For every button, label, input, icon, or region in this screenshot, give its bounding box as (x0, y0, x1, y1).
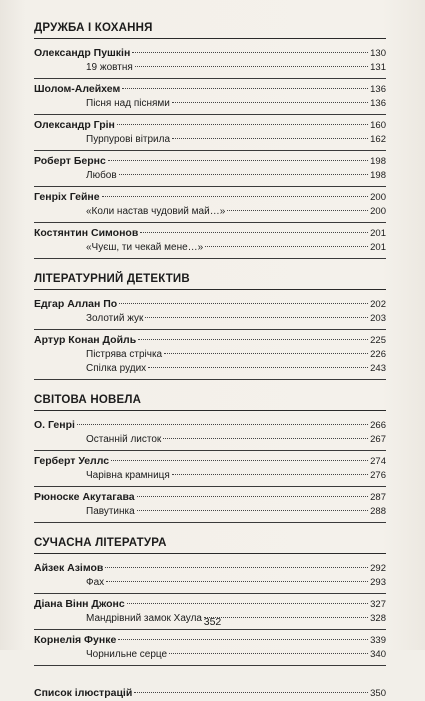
work-row (34, 576, 386, 590)
author-row (34, 418, 386, 433)
author-row (34, 297, 386, 312)
work-row-label: Мандрівний замок Хаула (86, 613, 202, 624)
author-row-label: Олександр Грін (34, 119, 115, 131)
section-title: СУЧАСНА ЛІТЕРАТУРА (34, 537, 386, 554)
work-row-page: 203 (370, 313, 386, 324)
dot-leader (163, 438, 368, 439)
work-row-label: Останній листок (86, 434, 162, 445)
dot-leader (169, 653, 368, 654)
author-row (34, 597, 386, 612)
dot-leader (134, 692, 368, 693)
dot-leader (122, 88, 368, 89)
work-row-page: 340 (370, 649, 386, 660)
dot-leader (205, 246, 368, 247)
work-row-page: 293 (370, 577, 386, 588)
work-row-label: Фах (86, 577, 105, 588)
author-entry (34, 630, 386, 666)
work-row (34, 648, 386, 662)
work-row-label: «Чуєш, ти чекай мене…» (86, 242, 204, 253)
work-row-page: 288 (370, 506, 386, 517)
section-title: СВІТОВА НОВЕЛА (34, 394, 386, 411)
author-entry (34, 223, 386, 259)
work-row-page: 198 (370, 170, 386, 181)
work-row-label: 19 жовтня (86, 62, 133, 73)
dot-leader (164, 353, 368, 354)
author-row (34, 561, 386, 576)
dot-leader (137, 496, 369, 497)
dot-leader (117, 124, 368, 125)
author-row-label: Едгар Аллан По (34, 298, 118, 310)
dot-leader (140, 232, 368, 233)
work-row (34, 97, 386, 111)
toc-section (34, 273, 386, 380)
author-row-page: 136 (370, 84, 386, 95)
work-row (34, 433, 386, 447)
author-row-page: 160 (370, 120, 386, 131)
work-row (34, 348, 386, 362)
author-row-label: Діана Вінн Джонс (34, 598, 125, 610)
author-row-page: 198 (370, 156, 386, 167)
author-entry (34, 558, 386, 594)
author-entry (34, 151, 386, 187)
toc-section (34, 22, 386, 259)
work-row-page: 226 (370, 349, 386, 360)
author-row-page: 201 (370, 228, 386, 239)
author-entry (34, 330, 386, 380)
work-row-label: Любов (86, 170, 117, 181)
dot-leader (108, 160, 368, 161)
author-entry (34, 415, 386, 451)
work-row-label: Пісня над піснями (86, 98, 170, 109)
dot-leader (227, 210, 368, 211)
dot-leader (127, 603, 368, 604)
dot-leader (106, 581, 368, 582)
author-entry (34, 79, 386, 115)
author-entry (34, 487, 386, 523)
work-row-label: Пурпурові вітрила (86, 134, 171, 145)
author-row (34, 82, 386, 97)
work-row-label: Спілка рудих (86, 363, 147, 374)
author-row-label: Генріх Гейне (34, 191, 100, 203)
dot-leader (105, 567, 368, 568)
author-row-label: Герберт Уеллс (34, 455, 110, 467)
author-row-label: Олександр Пушкін (34, 47, 131, 59)
section-title: ЛІТЕРАТУРНИЙ ДЕТЕКТИВ (34, 273, 386, 290)
author-row-page: 130 (370, 48, 386, 59)
author-entry (34, 43, 386, 79)
toc-section (34, 394, 386, 523)
work-row-page: 243 (370, 363, 386, 374)
author-row-label: Рюноске Акутагава (34, 491, 135, 503)
author-row-page: 225 (370, 335, 386, 346)
author-row (34, 46, 386, 61)
work-row (34, 133, 386, 147)
work-row (34, 469, 386, 483)
work-row-page: 276 (370, 470, 386, 481)
work-row-label: Чарівна крамниця (86, 470, 170, 481)
dot-leader (102, 196, 369, 197)
work-row-label: Чорнильне серце (86, 649, 168, 660)
work-row (34, 312, 386, 326)
author-row (34, 454, 386, 469)
dot-leader (172, 138, 368, 139)
author-row-label: Айзек Азімов (34, 562, 104, 574)
dot-leader (111, 460, 368, 461)
author-row (34, 118, 386, 133)
toc-section (34, 537, 386, 666)
work-row-page: 201 (370, 242, 386, 253)
work-row-page: 136 (370, 98, 386, 109)
author-row-page: 266 (370, 420, 386, 431)
work-row-label: Золотий жук (86, 313, 144, 324)
work-row-page: 200 (370, 206, 386, 217)
work-row-page: 162 (370, 134, 386, 145)
author-row (34, 490, 386, 505)
author-row-page: 202 (370, 299, 386, 310)
dot-leader (145, 317, 368, 318)
author-row-page: 274 (370, 456, 386, 467)
author-row (34, 154, 386, 169)
author-entry (34, 115, 386, 151)
dot-leader (132, 52, 368, 53)
dot-leader (137, 510, 368, 511)
author-row-page: 292 (370, 563, 386, 574)
author-entry (34, 187, 386, 223)
author-row (34, 190, 386, 205)
author-row-label: Роберт Бернс (34, 155, 106, 167)
illustrations-row-page: 350 (370, 688, 386, 699)
author-entry (34, 451, 386, 487)
section-title: ДРУЖБА І КОХАННЯ (34, 22, 386, 39)
author-row-page: 327 (370, 599, 386, 610)
work-row (34, 362, 386, 376)
work-row (34, 505, 386, 519)
dot-leader (172, 102, 368, 103)
illustrations-row-label: Список ілюстрацій (34, 687, 133, 699)
work-row-page: 328 (370, 613, 386, 624)
author-entry (34, 294, 386, 330)
illustrations-row (34, 686, 386, 701)
work-row-page: 267 (370, 434, 386, 445)
work-row (34, 241, 386, 255)
work-row (34, 169, 386, 183)
author-row-page: 339 (370, 635, 386, 646)
dot-leader (118, 639, 368, 640)
table-of-contents (34, 22, 386, 701)
author-row (34, 333, 386, 348)
author-row-label: О. Генрі (34, 419, 75, 431)
author-row-page: 200 (370, 192, 386, 203)
work-row (34, 205, 386, 219)
author-row-page: 287 (370, 492, 386, 503)
author-row-label: Костянтин Симонов (34, 227, 139, 239)
work-row-label: «Коли настав чудовий май…» (86, 206, 226, 217)
work-row-page: 131 (370, 62, 386, 73)
work-row-label: Павутинка (86, 506, 135, 517)
author-row (34, 633, 386, 648)
dot-leader (148, 367, 368, 368)
author-row-label: Корнелія Функе (34, 634, 117, 646)
author-row-label: Артур Конан Дойль (34, 334, 137, 346)
dot-leader (135, 66, 368, 67)
work-row (34, 61, 386, 75)
author-row-label: Шолом-Алейхем (34, 83, 121, 95)
dot-leader (119, 174, 368, 175)
work-row-label: Пістрява стрічка (86, 349, 163, 360)
dot-leader (119, 303, 368, 304)
page-number: 352 (203, 616, 222, 628)
dot-leader (172, 474, 368, 475)
dot-leader (77, 424, 368, 425)
dot-leader (138, 339, 368, 340)
author-row (34, 226, 386, 241)
